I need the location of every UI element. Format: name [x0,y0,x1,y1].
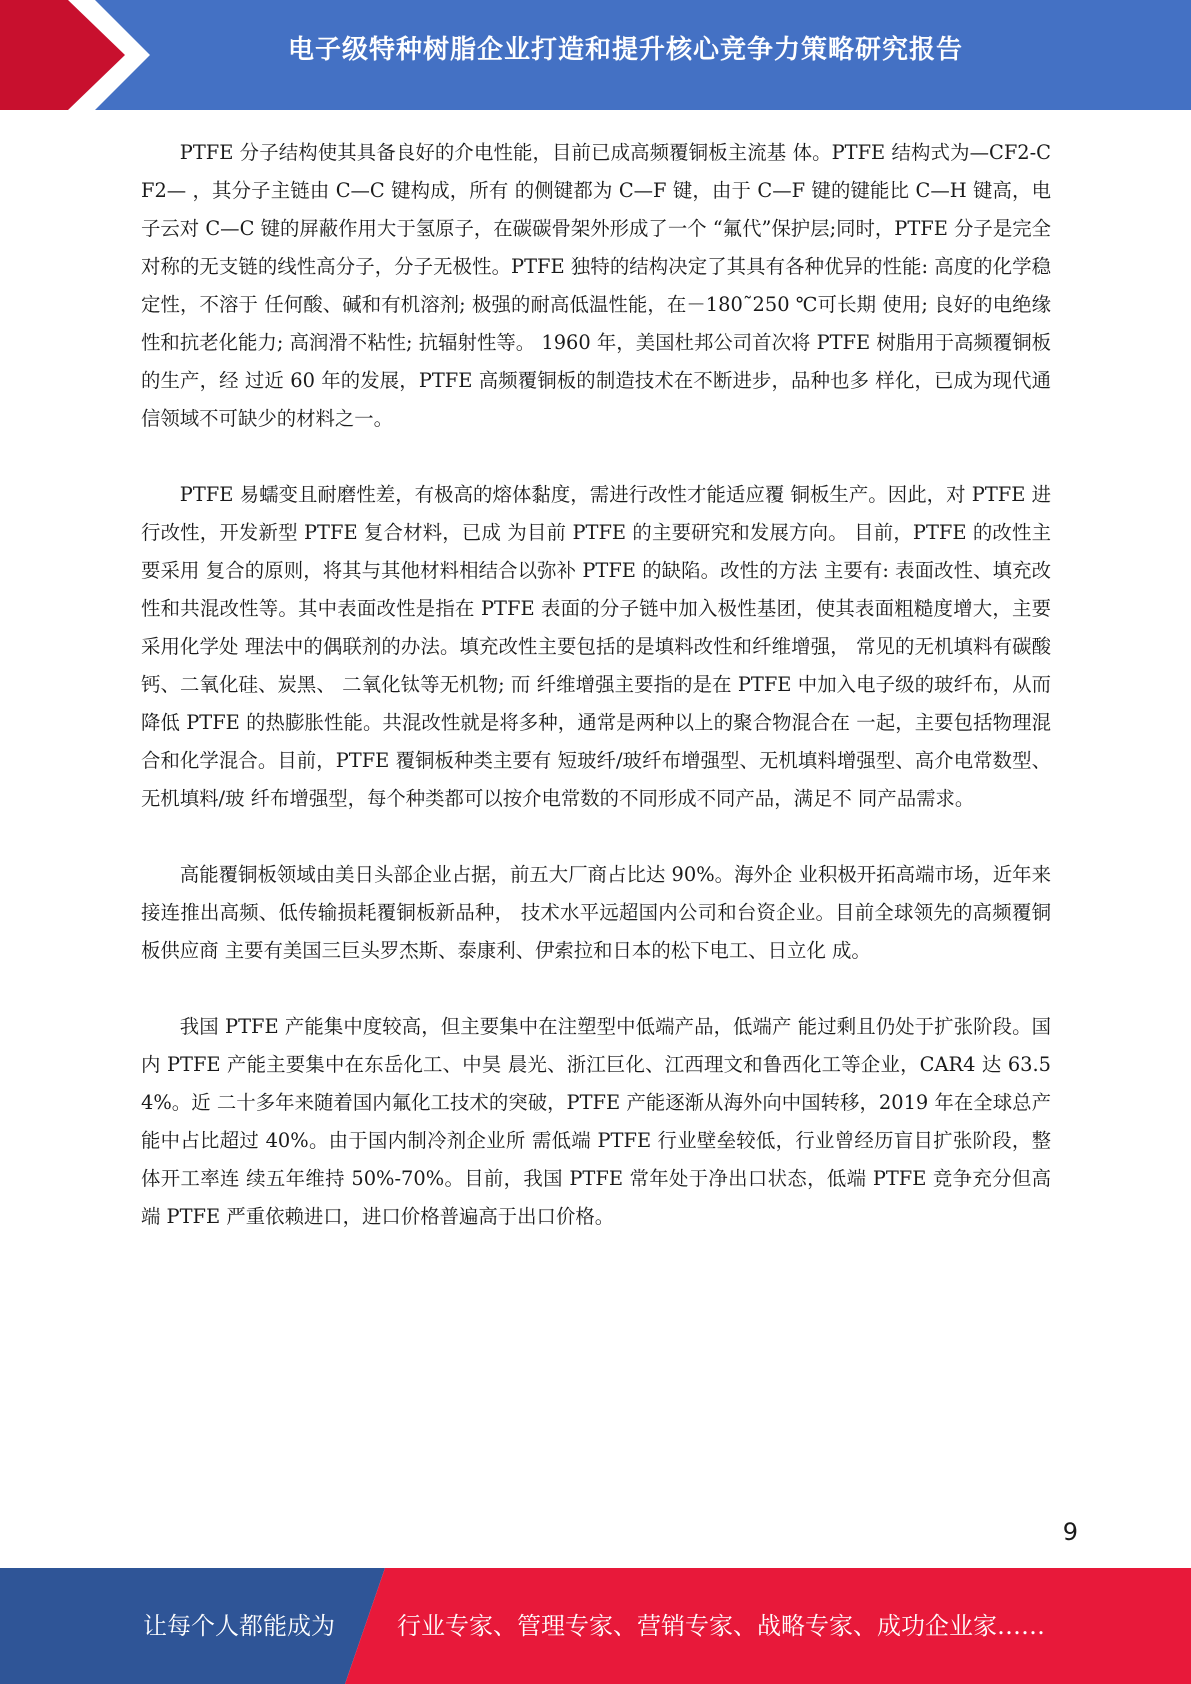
footer-slogan-right: 行业专家、管理专家、营销专家、战略专家、成功企业家…… [397,1612,1045,1640]
page-footer [0,1568,1191,1684]
paragraph-ptfe-modification: PTFE 易蠕变且耐磨性差，有极高的熔体黏度，需进行改性才能适应覆 铜板生产。因此，对 PTFE 进行改性，开发新型 PTFE 复合材料，已成 为目前 PTFE 的主要研究和发展方向。 目前，PTFE 的改性主要采用 复合的原则，将其与其他材料相结合以弥补 PTFE 的缺陷。改性的方法 主要有: 表面改性、填充改性和共混改性等。其中表面改性是指在 PTFE 表面的分子链中加入极性基团，使其表面粗糙度增大，主要采用化学处 理法中的偶联剂的办法。填充改性主要包括的是填料改性和纤维增强， 常见的无机填料有碳酸钙、二氧化硅、炭黑、 二氧化钛等无机物; 而 纤维增强主要指的是在 PTFE 中加入电子级的玻纤布，从而降低 PTFE 的热膨胀性能。共混改性就是将多种，通常是两种以上的聚合物混合在 一起，主要包括物理混合和化学混合。目前，PTFE 覆铜板种类主要有 短玻纤/玻纤布增强型、无机填料增强型、高介电常数型、无机填料/玻 纤布增强型，每个种类都可以按介电常数的不同形成不同产品，满足不 同产品需求。 [141,483,1051,810]
header-arrow-decoration [0,0,160,110]
page-header [0,0,1191,110]
page-number: 9 [1062,1518,1078,1546]
report-title: 电子级特种树脂企业打造和提升核心竞争力策略研究报告 [287,35,963,65]
paragraph-market-share: 高能覆铜板领域由美日头部企业占据，前五大厂商占比达 90%。海外企 业积极开拓高端市场，近年来接连推出高频、低传输损耗覆铜板新品种， 技术水平远超国内公司和台资企业。目前全球领先的高频覆铜板供应商 主要有美国三巨头罗杰斯、泰康利、伊索拉和日本的松下电工、日立化 成。 [141,863,1051,962]
paragraph-ptfe-structure: PTFE 分子结构使其具备良好的介电性能，目前已成高频覆铜板主流基 体。PTFE 结构式为—CF2-CF2— ，其分子主链由 C—C 键构成，所有 的侧键都为 C—F 键，由于 C—F 键的键能比 C—H 键高，电子云对 C—C 键的屏蔽作用大于氢原子，在碳碳骨架外形成了一个 “氟代”保护层;同时，PTFE 分子是完全对称的无支链的线性高分子，分子无极性。PTFE 独特的结构决定了其具有各种优异的性能: 高度的化学稳定性，不溶于 任何酸、碱和有机溶剂; 极强的耐高低温性能，在－180˜250 ℃可长期 使用; 良好的电绝缘性和抗老化能力; 高润滑不粘性; 抗辐射性等。 1960 年，美国杜邦公司首次将 PTFE 树脂用于高频覆铜板的生产，经 过近 60 年的发展，PTFE 高频覆铜板的制造技术在不断进步，品种也多 样化，已成为现代通信领域不可缺少的材料之一。 [141,141,1051,430]
paragraph-domestic-capacity: 我国 PTFE 产能集中度较高，但主要集中在注塑型中低端产品，低端产 能过剩且仍处于扩张阶段。国内 PTFE 产能主要集中在东岳化工、中昊 晨光、浙江巨化、江西理文和鲁西化工等企业，CAR4 达 63.54%。近 二十多年来随着国内氟化工技术的突破，PTFE 产能逐渐从海外向中国转移，2019 年在全球总产能中占比超过 40%。由于国内制冷剂企业所 需低端 PTFE 行业壁垒较低，行业曾经历盲目扩张阶段，整体开工率连 续五年维持 50%-70%。目前，我国 PTFE 常年处于净出口状态，低端 PTFE 竞争充分但高端 PTFE 严重依赖进口，进口价格普遍高于出口价格。 [141,1015,1051,1228]
footer-slogan-left: 让每个人都能成为 [143,1612,335,1640]
document-body [141,134,1051,1274]
